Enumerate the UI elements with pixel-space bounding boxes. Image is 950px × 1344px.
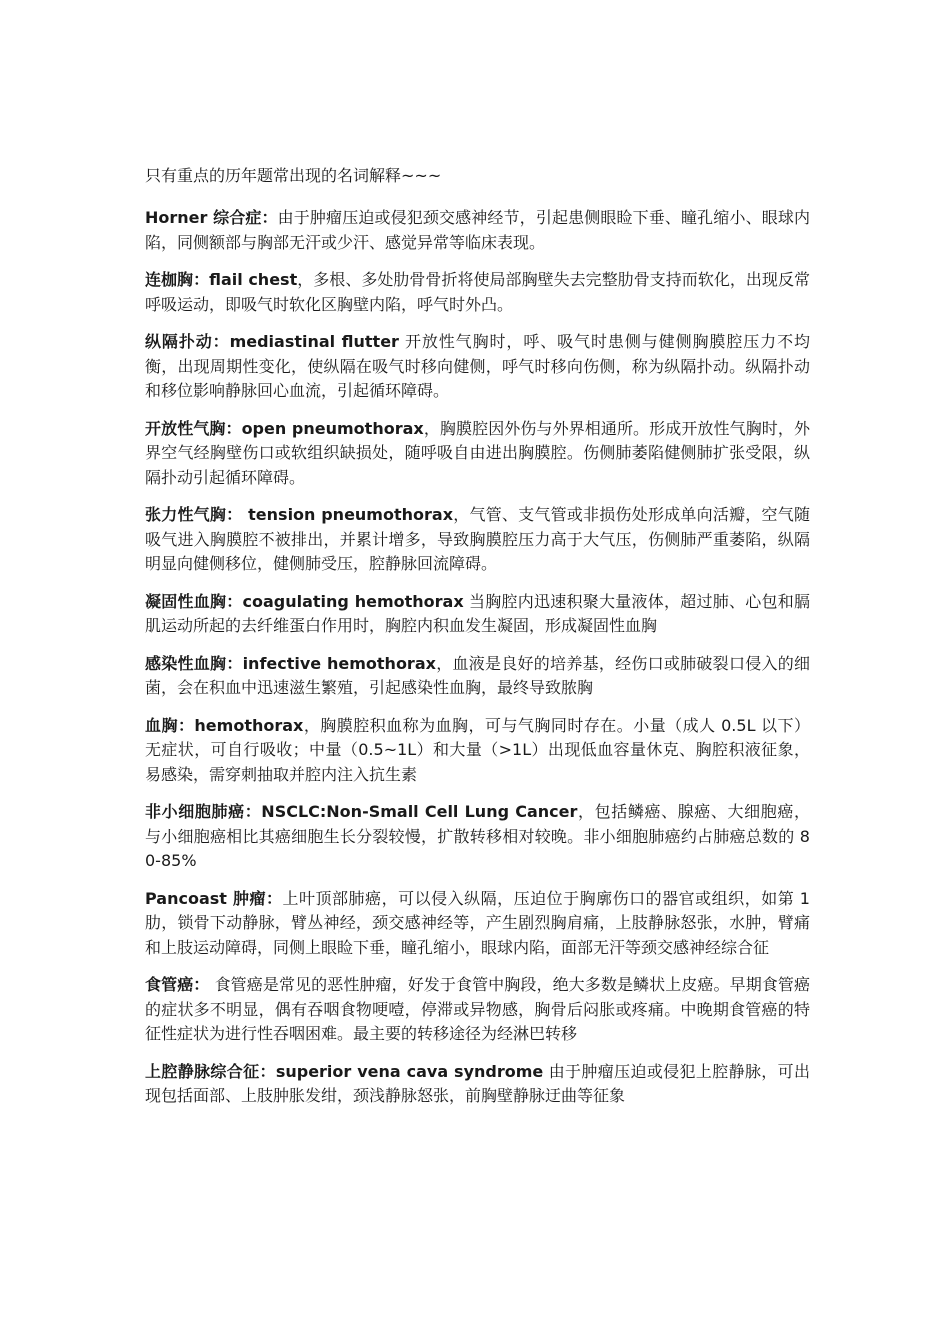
entry-body: ，胸膜腔因外伤与外界相通所。形成开放性气胸时，外界空气经胸壁伤口或软组织缺损处，随呼吸自由进出胸膜腔。伤侧肺萎陷健侧肺扩张受限，纵隔扑动引起循环障碍。	[145, 418, 810, 487]
entry-term: 感染性血胸：infective hemothorax	[145, 653, 436, 673]
entry-term: 连枷胸：flail chest	[145, 270, 298, 289]
entry-horner	[145, 206, 810, 255]
entry-body: ，包括鳞癌、腺癌、大细胞癌，与小细胞癌相比其癌细胞生长分裂较慢，扩散转移相对较晚。非小细胞肺癌约占肺癌总数的 80-85%	[145, 802, 810, 870]
entry-mediastinal-flutter	[145, 330, 810, 404]
entry-svc-syndrome	[145, 1060, 810, 1109]
entry-flail-chest	[145, 268, 810, 317]
entry-term: 纵隔扑动：mediastinal flutter	[145, 332, 399, 351]
entry-body: 开放性气胸时，呼、吸气时患侧与健侧胸膜腔压力不均衡，出现周期性变化，使纵隔在吸气时移向健侧，呼气时移向伤侧，称为纵隔扑动。纵隔扑动和移位影响静脉回心血流，引起循环障碍。	[145, 332, 810, 400]
entry-term: Horner 综合症：	[145, 208, 278, 227]
entry-coagulating-hemothorax	[145, 590, 810, 639]
entry-term: 开放性气胸：open pneumothorax	[145, 418, 424, 438]
entry-term: 血胸：hemothorax	[145, 715, 304, 735]
document-page	[145, 164, 810, 1122]
entry-term: Pancoast 肿瘤：	[145, 888, 283, 908]
entry-body: 由于肿瘤压迫或侵犯颈交感神经节，引起患侧眼睑下垂、瞳孔缩小、眼球内陷，同侧额部与胸部无汗或少汗、感觉异常等临床表现。	[145, 208, 810, 252]
entry-esophageal-cancer	[145, 973, 810, 1047]
entry-body: ，气管、支气管或非损伤处形成单向活瓣，空气随吸气进入胸膜腔不被排出，并累计增多，导致胸膜腔压力高于大气压，伤侧肺严重萎陷，纵隔明显向健侧移位，健侧肺受压，腔静脉回流障碍。	[145, 505, 810, 573]
intro-line: 只有重点的历年题常出现的名词解释~~~	[145, 166, 442, 185]
entry-infective-hemothorax	[145, 652, 810, 701]
entry-hemothorax	[145, 714, 810, 788]
entry-term: 凝固性血胸：coagulating hemothorax	[145, 591, 464, 611]
entry-body: ，多根、多处肋骨骨折将使局部胸壁失去完整肋骨支持而软化，出现反常呼吸运动，即吸气时软化区胸壁内陷，呼气时外凸。	[145, 270, 810, 314]
entry-body: ，血液是良好的培养基，经伤口或肺破裂口侵入的细菌，会在积血中迅速滋生繁殖，引起感染性血胸，最终导致脓胸	[145, 653, 810, 697]
entry-body: 上叶顶部肺癌，可以侵入纵隔，压迫位于胸廓伤口的器官或组织，如第 1 肋，锁骨下动静脉，臂丛神经，颈交感神经等，产生剧烈胸肩痛，上肢静脉怒张，水肿，臂痛和上肢运动障碍，同侧上眼睑下垂，瞳孔缩小，眼球内陷，面部无汗等颈交感神经综合征	[145, 888, 810, 957]
entry-pancoast	[145, 887, 810, 961]
entry-body: 由于肿瘤压迫或侵犯上腔静脉，可出现包括面部、上肢肿胀发绀，颈浅静脉怒张，前胸壁静脉迂曲等征象	[145, 1061, 811, 1105]
entry-tension-pneumothorax	[145, 503, 810, 577]
entry-term: 张力性气胸： tension pneumothorax	[145, 505, 454, 524]
entry-body: 食管癌是常见的恶性肿瘤，好发于食管中胸段，绝大多数是鳞状上皮癌。早期食管癌的症状多不明显，偶有吞咽食物哽噎，停滞或异物感，胸骨后闷胀或疼痛。中晚期食管癌的特征性症状为进行性吞咽困难。最主要的转移途径为经淋巴转移	[145, 975, 810, 1043]
entry-term: 上腔静脉综合征：superior vena cava syndrome	[145, 1061, 544, 1081]
entry-body: ，胸膜腔积血称为血胸，可与气胸同时存在。小量（成人 0.5L 以下）无症状，可自行吸收；中量（0.5~1L）和大量（>1L）出现低血容量休克、胸腔积液征象，易感染，需穿刺抽取并腔内注入抗生素	[145, 715, 810, 784]
entry-open-pneumothorax	[145, 417, 810, 491]
entry-nsclc	[145, 800, 810, 874]
entry-term: 非小细胞肺癌：NSCLC:Non-Small Cell Lung Cancer	[145, 802, 578, 821]
entry-body: 当胸腔内迅速积聚大量液体，超过肺、心包和膈肌运动所起的去纤维蛋白作用时，胸腔内积血发生凝固，形成凝固性血胸	[145, 591, 810, 635]
entry-term: 食管癌：	[145, 975, 210, 994]
